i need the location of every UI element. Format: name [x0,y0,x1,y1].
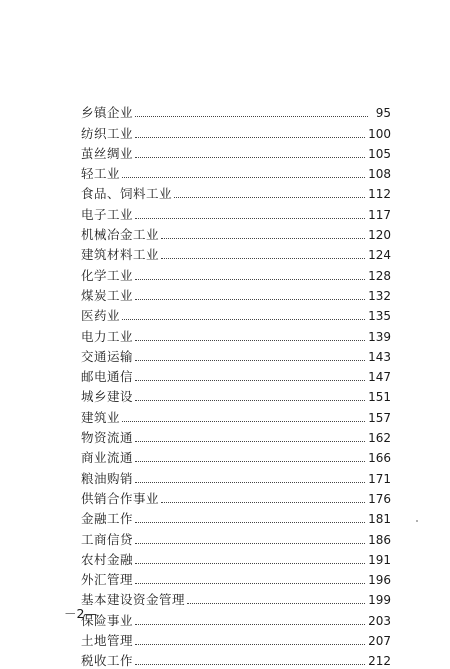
dot-leader [135,380,365,381]
toc-entry-page: 176 [368,491,391,506]
toc-entry-page: 132 [368,288,391,303]
page-number: －2— [64,606,97,621]
toc-entry [81,243,391,263]
toc-entry-title: 电子工业 [81,206,134,222]
toc-entry-page: 166 [368,451,391,466]
toc-entry [81,121,391,141]
dot-leader [135,340,365,341]
dot-leader [187,603,365,604]
toc-entry-page: 151 [368,390,391,405]
dot-leader [135,482,365,483]
toc-entry [81,649,391,669]
toc-entry-title: 化学工业 [81,267,134,283]
toc-entry [81,202,391,222]
toc-entry [81,324,391,344]
toc-entry-page: 203 [368,613,391,628]
dot-leader [135,218,365,219]
toc-entry-title: 税收工作 [81,653,134,669]
toc-entry-title: 基本建设资金管理 [81,592,186,608]
dot-leader [122,319,365,320]
dot-leader [135,543,365,544]
toc-entry [81,162,391,182]
toc-entry-title: 工商信贷 [81,531,134,547]
dot-leader [135,441,365,442]
toc-entry [81,446,391,466]
toc-entry-page: 139 [368,329,391,344]
toc-entry-page: 117 [368,207,391,222]
toc-entry-title: 乡镇企业 [81,105,134,121]
toc-entry-page: 212 [368,654,391,669]
toc-entry-page: 112 [368,187,391,202]
dot-leader [135,461,365,462]
toc-entry [81,142,391,162]
dot-leader [135,583,365,584]
toc-entry-title: 城乡建设 [81,389,134,405]
table-of-contents [81,101,391,669]
toc-entry [81,548,391,568]
toc-entry-title: 医药业 [81,308,121,324]
toc-entry [81,101,391,121]
toc-entry-page: 120 [368,228,391,243]
toc-entry-page: 162 [368,431,391,446]
toc-entry [81,405,391,425]
toc-entry [81,426,391,446]
dot-leader [161,238,365,239]
toc-entry [81,629,391,649]
toc-entry [81,304,391,324]
toc-entry-page: 143 [368,349,391,364]
dot-leader [161,502,365,503]
toc-entry [81,223,391,243]
dot-leader [135,157,365,158]
dot-leader [135,360,365,361]
toc-entry-title: 轻工业 [81,166,121,182]
toc-entry-title: 茧丝绸业 [81,145,134,161]
toc-entry-title: 保险事业 [81,612,134,628]
toc-entry-page: 147 [368,370,391,385]
dot-leader [135,644,365,645]
toc-entry-title: 电力工业 [81,328,134,344]
toc-entry-page: 181 [368,512,391,527]
toc-entry-page: 95 [375,106,391,121]
toc-entry-title: 纺织工业 [81,125,134,141]
toc-entry-title: 粮油购销 [81,470,134,486]
toc-entry-title: 金融工作 [81,511,134,527]
toc-entry [81,487,391,507]
toc-entry [81,527,391,547]
toc-entry-title: 商业流通 [81,450,134,466]
dot-leader [122,177,365,178]
toc-entry-page: 191 [368,552,391,567]
dot-leader [174,197,365,198]
toc-entry-page: 196 [368,573,391,588]
toc-entry-title: 外汇管理 [81,572,134,588]
toc-entry [81,608,391,628]
toc-entry-page: 124 [368,248,391,263]
toc-entry [81,568,391,588]
toc-entry [81,284,391,304]
dot-leader [135,522,365,523]
dot-leader [135,299,365,300]
toc-entry-title: 建筑业 [81,409,121,425]
dot-leader [135,116,368,117]
toc-entry [81,182,391,202]
dot-leader [161,258,365,259]
toc-entry-title: 交通运输 [81,348,134,364]
dot-leader [135,400,365,401]
toc-entry [81,385,391,405]
dot-leader [135,664,365,665]
toc-entry-page: 100 [368,126,391,141]
toc-entry-page: 128 [368,268,391,283]
toc-entry [81,466,391,486]
toc-entry-page: 105 [368,146,391,161]
dot-leader [135,563,365,564]
toc-entry-page: 135 [368,309,391,324]
toc-entry [81,365,391,385]
toc-entry [81,588,391,608]
toc-entry-title: 建筑材料工业 [81,247,160,263]
toc-entry-title: 土地管理 [81,633,134,649]
dot-leader [135,624,365,625]
toc-entry [81,507,391,527]
toc-entry-page: 207 [368,634,391,649]
toc-entry-title: 食品、饲料工业 [81,186,173,202]
toc-entry [81,263,391,283]
toc-entry-page: 171 [368,471,391,486]
toc-entry-title: 物资流通 [81,430,134,446]
toc-entry-title: 农村金融 [81,551,134,567]
toc-entry-title: 供销合作事业 [81,490,160,506]
scan-speck [416,520,418,522]
dot-leader [135,137,365,138]
toc-entry-title: 邮电通信 [81,369,134,385]
dot-leader [135,279,365,280]
dot-leader [122,421,365,422]
toc-entry-page: 199 [368,593,391,608]
toc-entry-page: 108 [368,167,391,182]
toc-entry-title: 机械冶金工业 [81,227,160,243]
toc-entry-title: 煤炭工业 [81,287,134,303]
toc-entry [81,345,391,365]
toc-entry-page: 157 [368,410,391,425]
toc-entry-page: 186 [368,532,391,547]
